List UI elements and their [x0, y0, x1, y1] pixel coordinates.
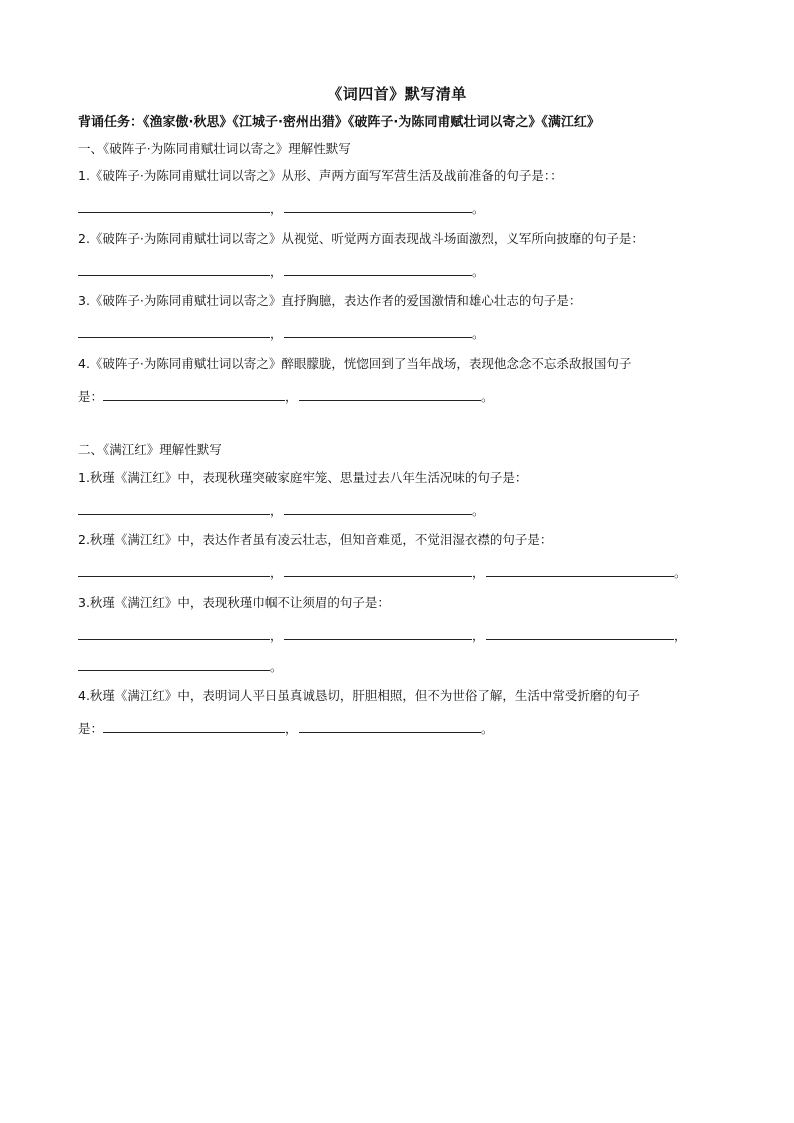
- comma: ，: [270, 326, 283, 341]
- answer-blank[interactable]: [284, 199, 472, 213]
- answer-blank[interactable]: [78, 563, 270, 577]
- section2-heading: 二、《满江红》理解性默写: [78, 442, 222, 457]
- answer-blank[interactable]: [78, 501, 270, 515]
- comma: ，: [674, 628, 687, 643]
- s2-question-2: 2.秋瑾《满江红》中，表达作者虽有凌云壮志，但知音难觅，不觉泪湿衣襟的句子是：: [78, 532, 553, 547]
- s1-question-4-cont: 是：: [78, 389, 104, 404]
- period: 。: [270, 659, 283, 674]
- s2-question-1: 1.秋瑾《满江红》中，表现秋瑾突破家庭牢笼、思量过去八年生活况味的句子是：: [78, 470, 528, 485]
- s1-question-1: 1.《破阵子·为陈同甫赋壮词以寄之》从形、声两方面写军营生活及战前准备的句子是：：: [78, 168, 563, 183]
- answer-blank[interactable]: [78, 657, 270, 671]
- s2-answer-3: [78, 626, 687, 644]
- answer-blank[interactable]: [299, 387, 481, 401]
- answer-blank[interactable]: [103, 719, 285, 733]
- answer-blank[interactable]: [78, 199, 270, 213]
- answer-blank[interactable]: [284, 563, 472, 577]
- answer-blank[interactable]: [103, 387, 285, 401]
- answer-blank[interactable]: [78, 324, 270, 338]
- s1-answer-4: [78, 387, 494, 405]
- period: 。: [472, 201, 485, 216]
- period: 。: [472, 264, 485, 279]
- s2-answer-3-cont: [78, 657, 283, 675]
- answer-blank[interactable]: [284, 262, 472, 276]
- period: 。: [674, 565, 687, 580]
- answer-blank[interactable]: [78, 626, 270, 640]
- s1-answer-1: [78, 199, 485, 217]
- s2-question-4-cont: 是：: [78, 721, 104, 736]
- s1-answer-3: [78, 324, 485, 342]
- comma: ，: [270, 201, 283, 216]
- comma: ，: [270, 503, 283, 518]
- comma: ，: [472, 628, 485, 643]
- s2-question-3: 3.秋瑾《满江红》中，表现秋瑾巾帼不让须眉的句子是：: [78, 595, 390, 610]
- answer-blank[interactable]: [486, 626, 674, 640]
- s1-question-4: 4.《破阵子·为陈同甫赋壮词以寄之》醉眼朦胧，恍惚回到了当年战场，表现他念念不忘杀敌报国句子: [78, 356, 632, 371]
- period: 。: [481, 389, 494, 404]
- s2-answer-1: [78, 501, 485, 519]
- recitation-task: 背诵任务：《渔家傲·秋思》《江城子·密州出猎》《破阵子·为陈同甫赋壮词以寄之》《满江红》: [78, 115, 600, 130]
- comma: ，: [472, 565, 485, 580]
- comma: ，: [285, 389, 298, 404]
- answer-blank[interactable]: [284, 626, 472, 640]
- answer-blank[interactable]: [284, 501, 472, 515]
- page-title: 《词四首》默写清单: [327, 85, 467, 103]
- answer-blank[interactable]: [284, 324, 472, 338]
- comma: ，: [270, 264, 283, 279]
- period: 。: [472, 326, 485, 341]
- s1-question-3: 3.《破阵子·为陈同甫赋壮词以寄之》直抒胸臆，表达作者的爱国激情和雄心壮志的句子是：: [78, 293, 582, 308]
- s1-question-2: 2.《破阵子·为陈同甫赋壮词以寄之》从视觉、听觉两方面表现战斗场面激烈，义军所向披靡的句子是：: [78, 231, 644, 246]
- s1-answer-2: [78, 262, 485, 280]
- period: 。: [472, 503, 485, 518]
- answer-blank[interactable]: [486, 563, 674, 577]
- s2-answer-4: [78, 719, 494, 737]
- s2-question-4: 4.秋瑾《满江红》中，表明词人平日虽真诚恳切，肝胆相照，但不为世俗了解，生活中常受折磨的句子: [78, 688, 640, 703]
- s2-answer-2: [78, 563, 687, 581]
- comma: ，: [270, 628, 283, 643]
- answer-blank[interactable]: [299, 719, 481, 733]
- period: 。: [481, 721, 494, 736]
- answer-blank[interactable]: [78, 262, 270, 276]
- section1-heading: 一、《破阵子·为陈同甫赋壮词以寄之》理解性默写: [78, 141, 351, 156]
- comma: ，: [285, 721, 298, 736]
- comma: ，: [270, 565, 283, 580]
